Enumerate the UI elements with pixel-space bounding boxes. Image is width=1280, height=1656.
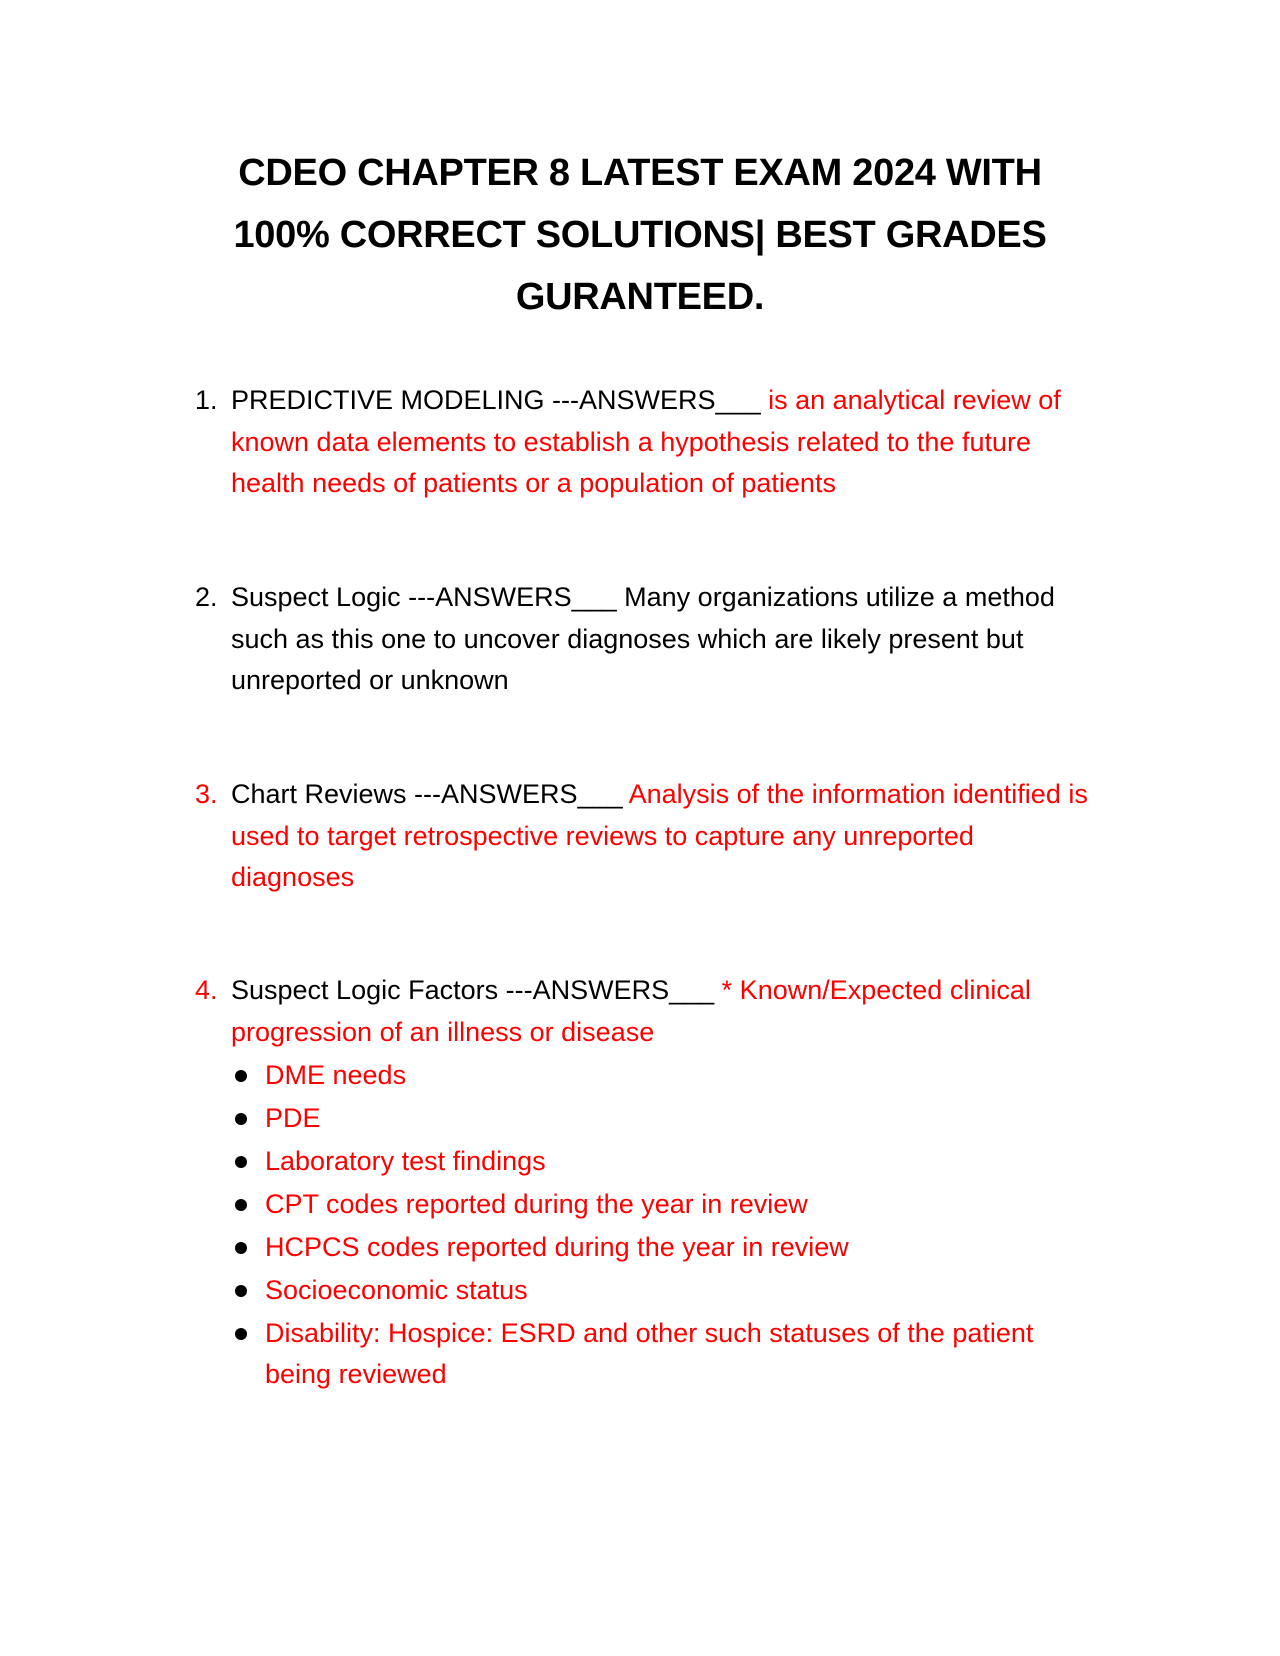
- item-number: 1.: [195, 385, 218, 415]
- item-number: 2.: [195, 582, 218, 612]
- bullet-icon: [235, 1328, 247, 1340]
- bullet-icon: [235, 1070, 247, 1082]
- bullet-icon: [235, 1113, 247, 1125]
- question-text: Suspect Logic Factors ---ANSWERS___: [231, 975, 715, 1005]
- bullet-list: [231, 1055, 1095, 1396]
- bullet-text: Socioeconomic status: [265, 1274, 528, 1305]
- answer-text: is an analytical review of known data elements to establish a hypothesis related to the future health needs of patients or a population of patients: [231, 385, 1061, 498]
- document-title: [150, 142, 1130, 328]
- bullet-icon: [235, 1199, 247, 1211]
- bullet-text: CPT codes reported during the year in review: [265, 1188, 808, 1219]
- list-item: [231, 1098, 1095, 1140]
- bullet-text: Laboratory test findings: [265, 1145, 546, 1176]
- item-body: [231, 970, 1095, 1053]
- bullet-icon: [235, 1242, 247, 1254]
- item-body: [231, 380, 1095, 505]
- bullet-text: PDE: [265, 1102, 321, 1133]
- bullet-icon: [235, 1285, 247, 1297]
- bullet-text: Disability: Hospice: ESRD and other such statuses of the patient being reviewed: [265, 1317, 1034, 1389]
- answer-text: * Known/Expected clinical progression of an illness or disease: [231, 975, 1031, 1047]
- qa-item-2: [195, 577, 1095, 702]
- bullet-text: DME needs: [265, 1059, 407, 1090]
- item-body: [231, 577, 1095, 702]
- answer-text: Analysis of the information identified is used to target retrospective reviews to capture any unreported diagnoses: [231, 779, 1088, 892]
- list-item: [231, 1055, 1095, 1097]
- list-item: [231, 1313, 1095, 1396]
- question-text: Chart Reviews ---ANSWERS___: [231, 779, 623, 809]
- bullet-icon: [235, 1156, 247, 1168]
- list-item: [231, 1270, 1095, 1312]
- item-body: [231, 774, 1095, 899]
- title-line-2: 100% CORRECT SOLUTIONS| BEST GRADES: [233, 214, 1047, 256]
- qa-item-1: [195, 380, 1095, 505]
- list-item: [231, 1227, 1095, 1269]
- qa-item-4: [195, 970, 1095, 1396]
- title-line-3: GURANTEED.: [515, 276, 765, 318]
- list-item: [231, 1141, 1095, 1183]
- question-text: Suspect Logic ---ANSWERS___ Many organizations utilize a method such as this one to uncover diagnoses which are likely present but unreported or unknown: [231, 582, 1055, 695]
- list-item: [231, 1184, 1095, 1226]
- bullet-text: HCPCS codes reported during the year in review: [265, 1231, 849, 1262]
- qa-item-3: [195, 774, 1095, 899]
- title-line-1: CDEO CHAPTER 8 LATEST EXAM 2024 WITH: [238, 152, 1042, 194]
- item-number: 3.: [195, 779, 218, 809]
- item-number: 4.: [195, 975, 218, 1005]
- question-text: PREDICTIVE MODELING ---ANSWERS___: [231, 385, 761, 415]
